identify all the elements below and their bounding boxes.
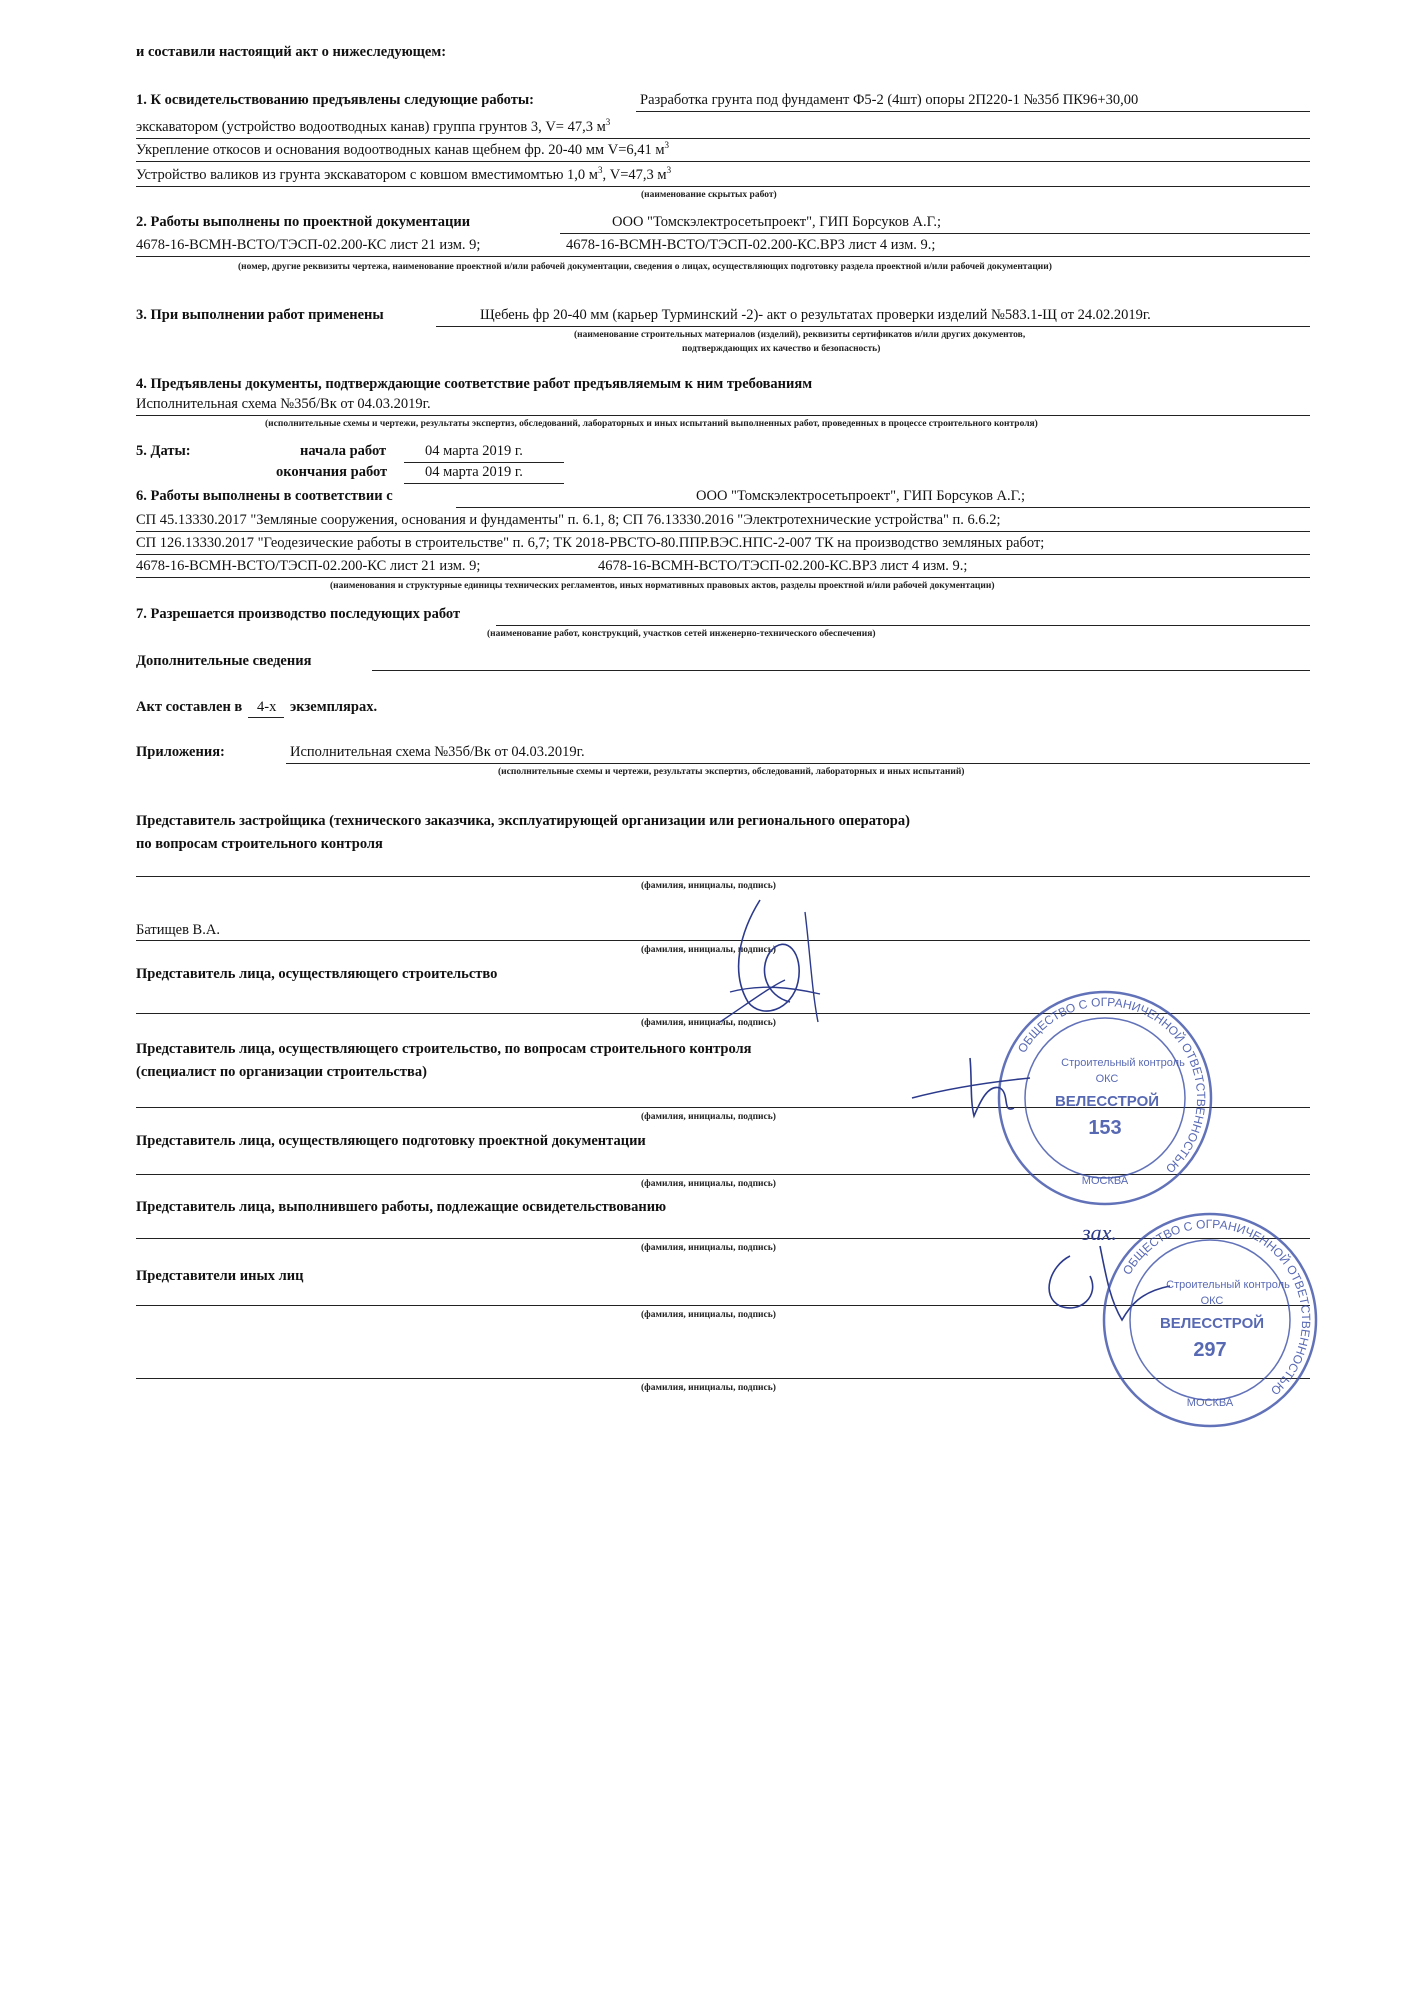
caption-project-docs: (номер, другие реквизиты чертежа, наименование проектной и/или рабочей документации, сведения о лицах, осуществляющих подготовку раздела проектной и/или рабочей документации) [238, 262, 1052, 272]
caption-next-works: (наименование работ, конструкций, участков сетей инженерно-технического обеспечения) [487, 629, 876, 639]
rule [496, 625, 1310, 626]
stamp-velesstroy-297 [1100, 1210, 1320, 1430]
section-1-line-4: Устройство валиков из грунта экскаватором с ковшом вместимомтью 1,0 $м^3$, V=47,3 $м^3$ [136, 165, 672, 183]
signature-caption: (фамилия, инициалы, подпись) [641, 1383, 776, 1393]
section-6-line-1: СП 45.13330.2017 "Земляные сооружения, основания и фундаменты" п. 6.1, 8; СП 76.13330.2016 "Электротехнические устройства" п. 6.6.2; [136, 512, 1001, 528]
rule [136, 531, 1310, 532]
end-date-value: 04 марта 2019 г. [425, 464, 523, 480]
signature-caption: (фамилия, инициалы, подпись) [641, 945, 776, 955]
rule [136, 577, 1310, 578]
rule [136, 161, 1310, 162]
section-3-label: 3. При выполнении работ применены [136, 307, 384, 323]
rule [136, 186, 1310, 187]
caption-hidden-works: (наименование скрытых работ) [641, 190, 777, 200]
stamp-2-line-2: ОКС [1200, 1295, 1224, 1307]
signature-caption: (фамилия, инициалы, подпись) [641, 1179, 776, 1189]
stamp-1-ring-text: ОБЩЕСТВО С ОГРАНИЧЕННОЙ ОТВЕТСТВЕННОСТЬЮ [1014, 994, 1209, 1176]
builder-control-rep-label-2: (специалист по организации строительства) [136, 1064, 427, 1080]
rule [136, 256, 1310, 257]
developer-rep-label-2: по вопросам строительного контроля [136, 836, 383, 852]
copies-pre: Акт составлен в [136, 699, 243, 715]
rule [136, 138, 1310, 139]
designer-rep-label: Представитель лица, осуществляющего подготовку проектной документации [136, 1133, 646, 1149]
section-6-label: 6. Работы выполнены в соответствии с [136, 488, 393, 504]
rule [636, 111, 1310, 112]
attachments-value: Исполнительная схема №35б/Вк от 04.03.2019г. [290, 744, 585, 760]
section-6-doc-2: 4678-16-ВСМН-ВСТО/ТЭСП-02.200-КС.ВР3 лист 4 изм. 9.; [598, 558, 968, 574]
copies-count: 4-х [257, 699, 277, 715]
rule [136, 554, 1310, 555]
end-date-label: окончания работ [276, 464, 388, 480]
section-1-line-1: Разработка грунта под фундамент Ф5-2 (4шт) опоры 2П220-1 №35б ПК96+30,00 [640, 92, 1139, 108]
stamp-1-brand: ВЕЛЕССТРОЙ [1054, 1093, 1160, 1110]
stamp-2-ring-text: ОБЩЕСТВО С ОГРАНИЧЕННОЙ ОТВЕТСТВЕННОСТЬЮ [1119, 1216, 1314, 1398]
rule [372, 670, 1310, 671]
signature-line [136, 876, 1310, 877]
builder-control-rep-label-1: Представитель лица, осуществляющего строительство, по вопросам строительного контроля [136, 1041, 752, 1057]
handwritten-note: зах. [1082, 1220, 1117, 1245]
section-1-line-3: Укрепление откосов и основания водоотводных канав щебнем фр. 20-40 мм V=6,41 $м^3$ [136, 140, 670, 158]
signature-caption: (фамилия, инициалы, подпись) [641, 1112, 776, 1122]
rule [456, 507, 1310, 508]
stamp-2-number: 297 [1193, 1339, 1227, 1361]
rule [560, 233, 1310, 234]
section-6-line-2: СП 126.13330.2017 "Геодезические работы в строительстве" п. 6,7; ТК 2018-РВСТО-80.ППР.ВЭС.НПС-2-007 ТК на производство земляных работ; [136, 535, 1045, 551]
other-reps-label: Представители иных лиц [136, 1268, 304, 1284]
section-4-label: 4. Предъявлены документы, подтверждающие соответствие работ предъявляемым к ним требованиям [136, 376, 813, 392]
stamp-2-line-1: Строительный контроль [1166, 1279, 1290, 1291]
section-6-doc-1: 4678-16-ВСМН-ВСТО/ТЭСП-02.200-КС лист 21 изм. 9; [136, 558, 481, 574]
section-2-doc-1: 4678-16-ВСМН-ВСТО/ТЭСП-02.200-КС лист 21 изм. 9; [136, 237, 481, 253]
rule [136, 415, 1310, 416]
start-date-label: начала работ [300, 443, 387, 459]
stamp-1-line-1: Строительный контроль [1061, 1057, 1185, 1069]
signature-caption: (фамилия, инициалы, подпись) [641, 1018, 776, 1028]
stamp-2-city: МОСКВА [1186, 1397, 1234, 1409]
rule [248, 717, 284, 718]
rule [286, 763, 1310, 764]
copies-post: экземплярах. [290, 699, 378, 715]
section-4-value: Исполнительная схема №35б/Вк от 04.03.2019г. [136, 396, 431, 412]
stamp-2-brand: ВЕЛЕССТРОЙ [1159, 1315, 1265, 1332]
executor-rep-label: Представитель лица, выполнившего работы, подлежащие освидетельствованию [136, 1199, 667, 1215]
caption-documents: (исполнительные схемы и чертежи, результаты экспертиз, обследований, лабораторных и иных испытаний выполненных работ, проведенных в процессе строительного контроля) [265, 419, 1038, 429]
stamp-1-city: МОСКВА [1081, 1175, 1129, 1187]
section-6-org: ООО "Томскэлектросетьпроект", ГИП Борсуков А.Г.; [696, 488, 1026, 504]
section-5-label: 5. Даты: [136, 443, 191, 459]
additional-info-label: Дополнительные сведения [136, 653, 312, 669]
stamp-1-number: 153 [1088, 1117, 1122, 1139]
developer-rep-label-1: Представитель застройщика (технического заказчика, эксплуатирующей организации или регионального оператора) [136, 813, 910, 829]
rule [404, 483, 564, 484]
section-3-value: Щебень фр 20-40 мм (карьер Турминский -2)- акт о результатах проверки изделий №583.1-Щ от 24.02.2019г. [480, 307, 1151, 323]
signature-builder-control [910, 1048, 1070, 1128]
signature-caption: (фамилия, инициалы, подпись) [641, 1310, 776, 1320]
section-2-label: 2. Работы выполнены по проектной документации [136, 214, 471, 230]
attachments-label: Приложения: [136, 744, 225, 760]
stamp-1-line-2: ОКС [1095, 1073, 1119, 1085]
caption-materials-2: подтверждающих их качество и безопасность) [682, 344, 881, 354]
section-1-line-2: экскаватором (устройство водоотводных канав) группа грунтов 3, V= 47,3 $м^3$ [136, 117, 611, 135]
intro-text: и составили настоящий акт о нижеследующем: [136, 44, 447, 60]
rule [404, 462, 564, 463]
rule [436, 326, 1310, 327]
caption-materials-1: (наименование строительных материалов (изделий), реквизиты сертификатов и/или других документов, [574, 330, 1026, 340]
section-1-label: 1. К освидетельствованию предъявлены следующие работы: [136, 92, 534, 108]
signature-builder [700, 892, 850, 1032]
section-2-org: ООО "Томскэлектросетьпроект", ГИП Борсуков А.Г.; [612, 214, 942, 230]
developer-rep-name: Батищев В.А. [136, 922, 220, 938]
start-date-value: 04 марта 2019 г. [425, 443, 523, 459]
signature-caption: (фамилия, инициалы, подпись) [641, 1243, 776, 1253]
builder-rep-label: Представитель лица, осуществляющего строительство [136, 966, 498, 982]
signature-caption: (фамилия, инициалы, подпись) [641, 881, 776, 891]
caption-attachments: (исполнительные схемы и чертежи, результаты экспертиз, обследований, лабораторных и иных испытаний) [498, 767, 965, 777]
section-2-doc-2: 4678-16-ВСМН-ВСТО/ТЭСП-02.200-КС.ВР3 лист 4 изм. 9.; [566, 237, 936, 253]
caption-regulations: (наименования и структурные единицы технических регламентов, иных нормативных правовых актов, разделы проектной и/или рабочей документации) [330, 581, 995, 591]
section-7-label: 7. Разрешается производство последующих работ [136, 606, 461, 622]
